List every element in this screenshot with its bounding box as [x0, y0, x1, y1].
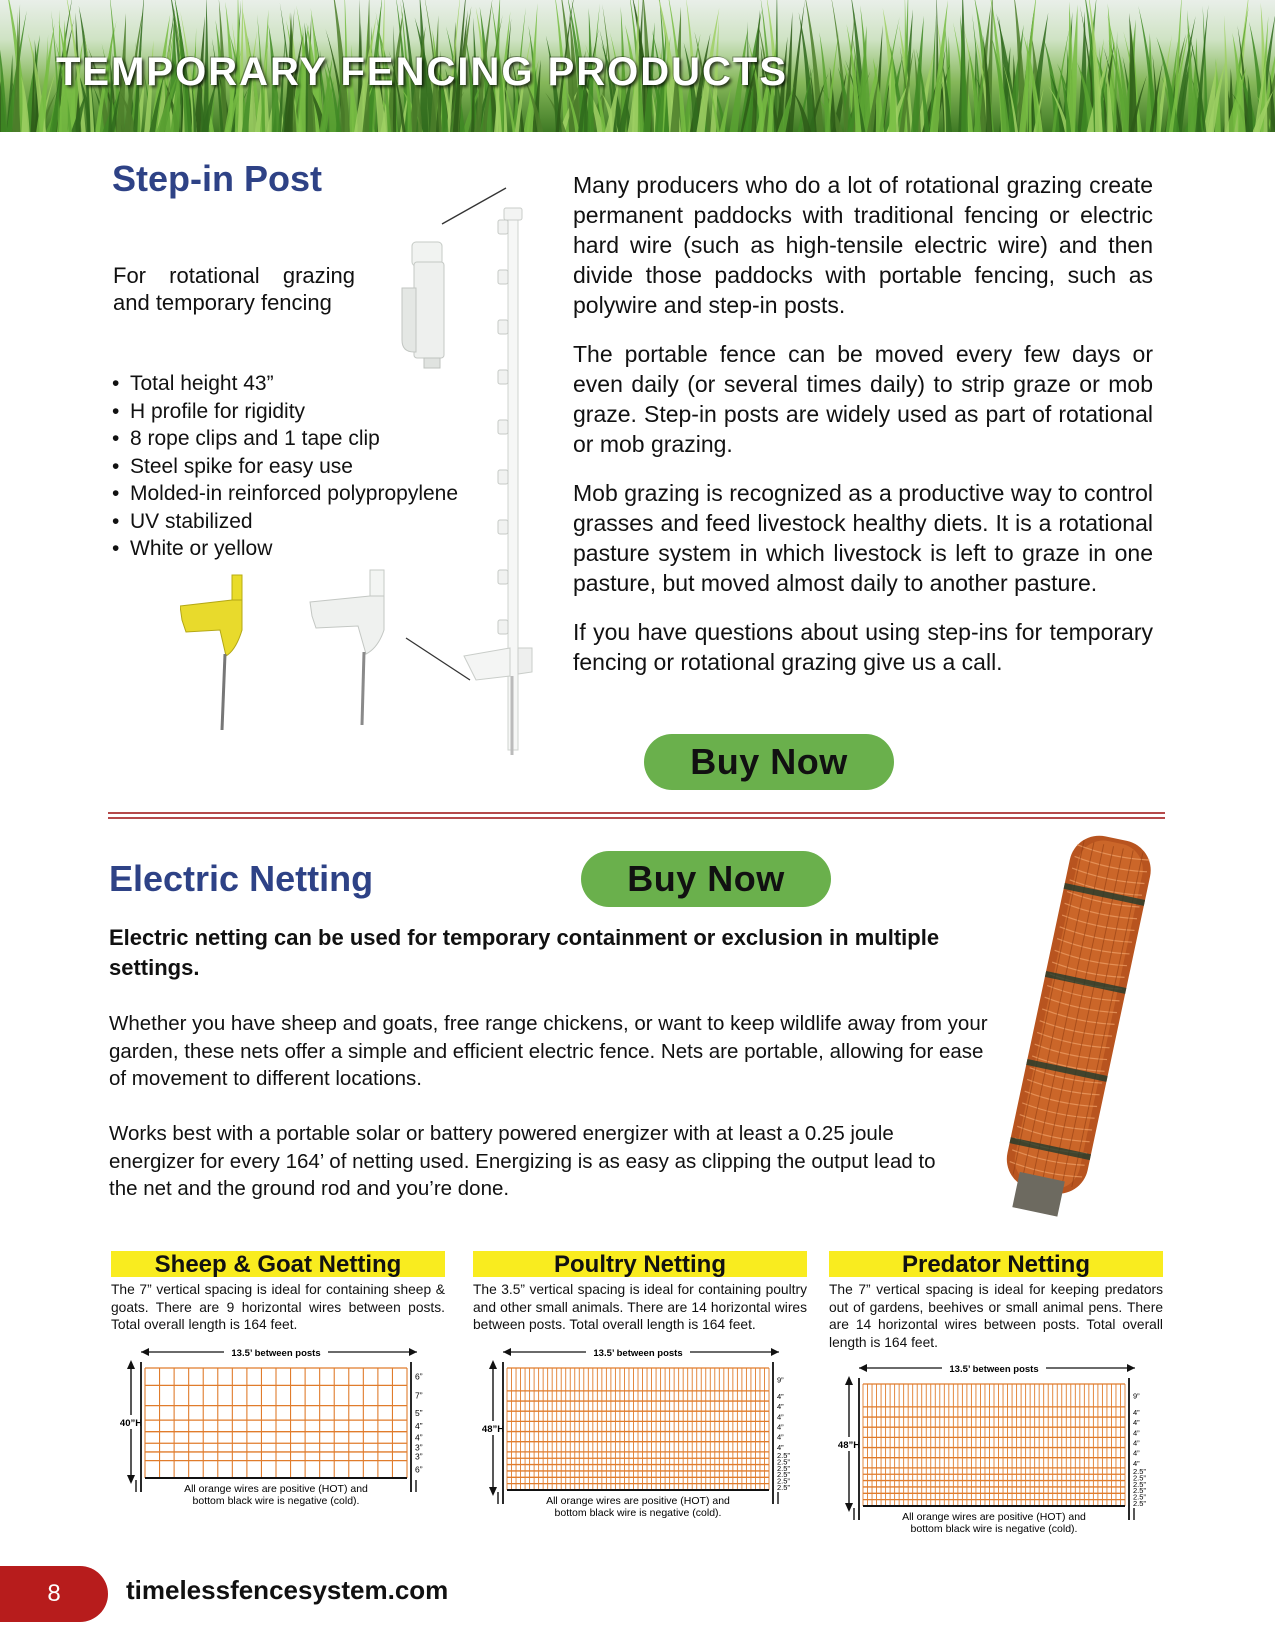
page-number-tab: 8: [0, 1566, 108, 1622]
wire-spacing-label: 2.5”: [777, 1451, 790, 1461]
feature-item: • UV stabilized: [112, 508, 492, 536]
netting-card-description: The 7” vertical spacing is ideal for keeping predators out of gardens, beehives or small animal pens. There are 14 horizontal wires between posts. Total overall length is 164 feet.: [829, 1282, 1163, 1350]
wire-note: All orange wires are positive (HOT) and bottom black wire is negative (cold).: [902, 1511, 1086, 1535]
step-in-post-description: [573, 170, 1153, 696]
wire-spacing-label: 4”: [1133, 1418, 1140, 1428]
feature-item: • Molded-in reinforced polypropylene: [112, 480, 492, 508]
wire-note: All orange wires are positive (HOT) and bottom black wire is negative (cold).: [184, 1483, 368, 1507]
wire-spacing-label: 4”: [1133, 1407, 1140, 1417]
wire-spacing-label: 4”: [777, 1402, 784, 1412]
wire-spacing-label: 2.5”: [1133, 1467, 1146, 1477]
step-in-post-buy-now-button[interactable]: Buy Now: [644, 734, 894, 790]
page-title: TEMPORARY FENCING PRODUCTS: [56, 50, 789, 94]
wire-spacing-label: 2.5”: [1133, 1498, 1146, 1508]
wire-spacing-label: 4”: [777, 1391, 784, 1401]
step-in-post-subtitle: For rotational grazing and temporary fencing: [113, 263, 355, 315]
post-spacing-label: 13.5’ between posts: [949, 1364, 1039, 1375]
wire-spacing-label: 4”: [1133, 1458, 1140, 1468]
wire-spacing-label: 6”: [415, 1464, 423, 1475]
wire-spacing-label: 2.5”: [777, 1463, 790, 1473]
wire-spacing-label: 4”: [777, 1412, 784, 1422]
wire-spacing-label: 2.5”: [1133, 1486, 1146, 1496]
wire-spacing-label: 7”: [415, 1390, 423, 1401]
wire-spacing-label: 9”: [1133, 1391, 1140, 1401]
wire-spacing-label: 4”: [1133, 1428, 1140, 1438]
feature-item: • Total height 43”: [112, 370, 492, 398]
netting-diagram-predator: [829, 1360, 1163, 1546]
netting-card-title: Sheep & Goat Netting: [111, 1251, 445, 1277]
netting-diagram-poultry: [473, 1344, 807, 1530]
netting-card-predator: [829, 1251, 1163, 1351]
yellow-post-base: [180, 575, 242, 730]
wire-spacing-label: 4”: [415, 1432, 423, 1443]
electric-netting-buy-now-button[interactable]: Buy Now: [581, 851, 831, 907]
netting-card-title: Poultry Netting: [473, 1251, 807, 1277]
description-paragraph: Mob grazing is recognized as a productive way to control grasses and feed livestock healthy diets. It is a rotational pasture system in which livestock is left to graze in one pasture, but moved almost daily to another pasture.: [573, 480, 1153, 596]
wire-spacing-label: 4”: [777, 1442, 784, 1452]
wire-spacing-label: 2.5”: [1133, 1479, 1146, 1489]
electric-netting-heading: Electric Netting: [109, 858, 374, 899]
netting-card-title: Predator Netting: [829, 1251, 1163, 1277]
callout-line: [406, 638, 470, 680]
wire-spacing-label: 4”: [1133, 1438, 1140, 1448]
electric-netting-paragraph: Works best with a portable solar or battery powered energizer with at least a 0.25 joule energizer for every 164’ of netting used. Energizing is as easy as clipping the output lead to the net and the ground rod and you’re done.: [109, 1122, 936, 1200]
feature-item: • 8 rope clips and 1 tape clip: [112, 425, 492, 453]
description-paragraph: The portable fence can be moved every few days or even daily (or several times daily) to strip graze or mob graze. Step-in posts are widely used as part of rotational or mob grazing.: [573, 341, 1153, 457]
netting-card-poultry: [473, 1251, 807, 1334]
wire-spacing-label: 4”: [777, 1432, 784, 1442]
electric-netting-lead: Electric netting can be used for temporary containment or exclusion in multiple settings.: [109, 925, 940, 980]
wire-spacing-label: 4”: [1133, 1448, 1140, 1458]
callout-line: [442, 188, 506, 224]
height-label: 48”H: [481, 1424, 505, 1435]
grass-banner: [0, 0, 1275, 132]
wire-note: All orange wires are positive (HOT) and bottom black wire is negative (cold).: [546, 1495, 730, 1519]
feature-item: • White or yellow: [112, 535, 492, 563]
feature-item: • H profile for rigidity: [112, 398, 492, 426]
wire-spacing-label: 4”: [777, 1422, 784, 1432]
description-paragraph: Many producers who do a lot of rotational grazing create permanent paddocks with traditional fencing or electric hard wire (such as high-tensile electric wire) and then divide those paddocks with portable fencing, such as polywire and step-in posts.: [573, 172, 1153, 318]
wire-spacing-label: 6”: [415, 1371, 423, 1382]
step-in-post-illustration: [180, 180, 560, 800]
wire-spacing-label: 2.5”: [1133, 1473, 1146, 1483]
netting-card-description: The 3.5” vertical spacing is ideal for containing poultry and other small animals. There are 14 horizontal wires between posts. Total overall length is 164 feet.: [473, 1282, 807, 1332]
wire-spacing-label: 2.5”: [777, 1476, 790, 1486]
netting-card-sheep-goat: [111, 1251, 445, 1334]
height-label: 48”H: [837, 1440, 861, 1451]
height-label: 40”H: [119, 1418, 143, 1429]
wire-spacing-label: 3”: [415, 1442, 423, 1453]
rope-clip-closeup: [402, 242, 444, 368]
post-spacing-label: 13.5’ between posts: [593, 1348, 683, 1359]
netting-card-description: The 7” vertical spacing is ideal for containing sheep & goats. There are 9 horizontal wires between posts. Total overall length is 164 feet.: [111, 1282, 445, 1332]
white-post-base: [310, 570, 384, 725]
feature-item: • Steel spike for easy use: [112, 453, 492, 481]
description-paragraph: If you have questions about using step-ins for temporary fencing or rotational grazing give us a call.: [573, 619, 1153, 675]
wire-spacing-label: 2.5”: [777, 1482, 790, 1492]
post-spacing-label: 13.5’ between posts: [231, 1348, 321, 1359]
section-divider: [108, 812, 1165, 822]
wire-spacing-label: 2.5”: [777, 1457, 790, 1467]
website-url[interactable]: timelessfencesystem.com: [126, 1575, 449, 1605]
wire-spacing-label: 5”: [415, 1407, 423, 1418]
netting-diagram-sheep-goat: [111, 1344, 445, 1518]
wire-spacing-label: 2.5”: [777, 1470, 790, 1480]
electric-netting-paragraph: Whether you have sheep and goats, free range chickens, or want to keep wildlife away from your garden, these nets offer a simple and efficient electric fence. Nets are portable, allowing for ease of movement to different locations.: [109, 1012, 988, 1090]
step-in-post-heading: Step-in Post: [112, 158, 323, 199]
rolled-netting-illustration: [975, 828, 1175, 1218]
wire-spacing-label: 4”: [415, 1420, 423, 1431]
tall-step-in-post: [464, 208, 532, 755]
wire-spacing-label: 2.5”: [1133, 1492, 1146, 1502]
wire-spacing-label: 9”: [777, 1375, 784, 1385]
wire-spacing-label: 3”: [415, 1451, 423, 1462]
